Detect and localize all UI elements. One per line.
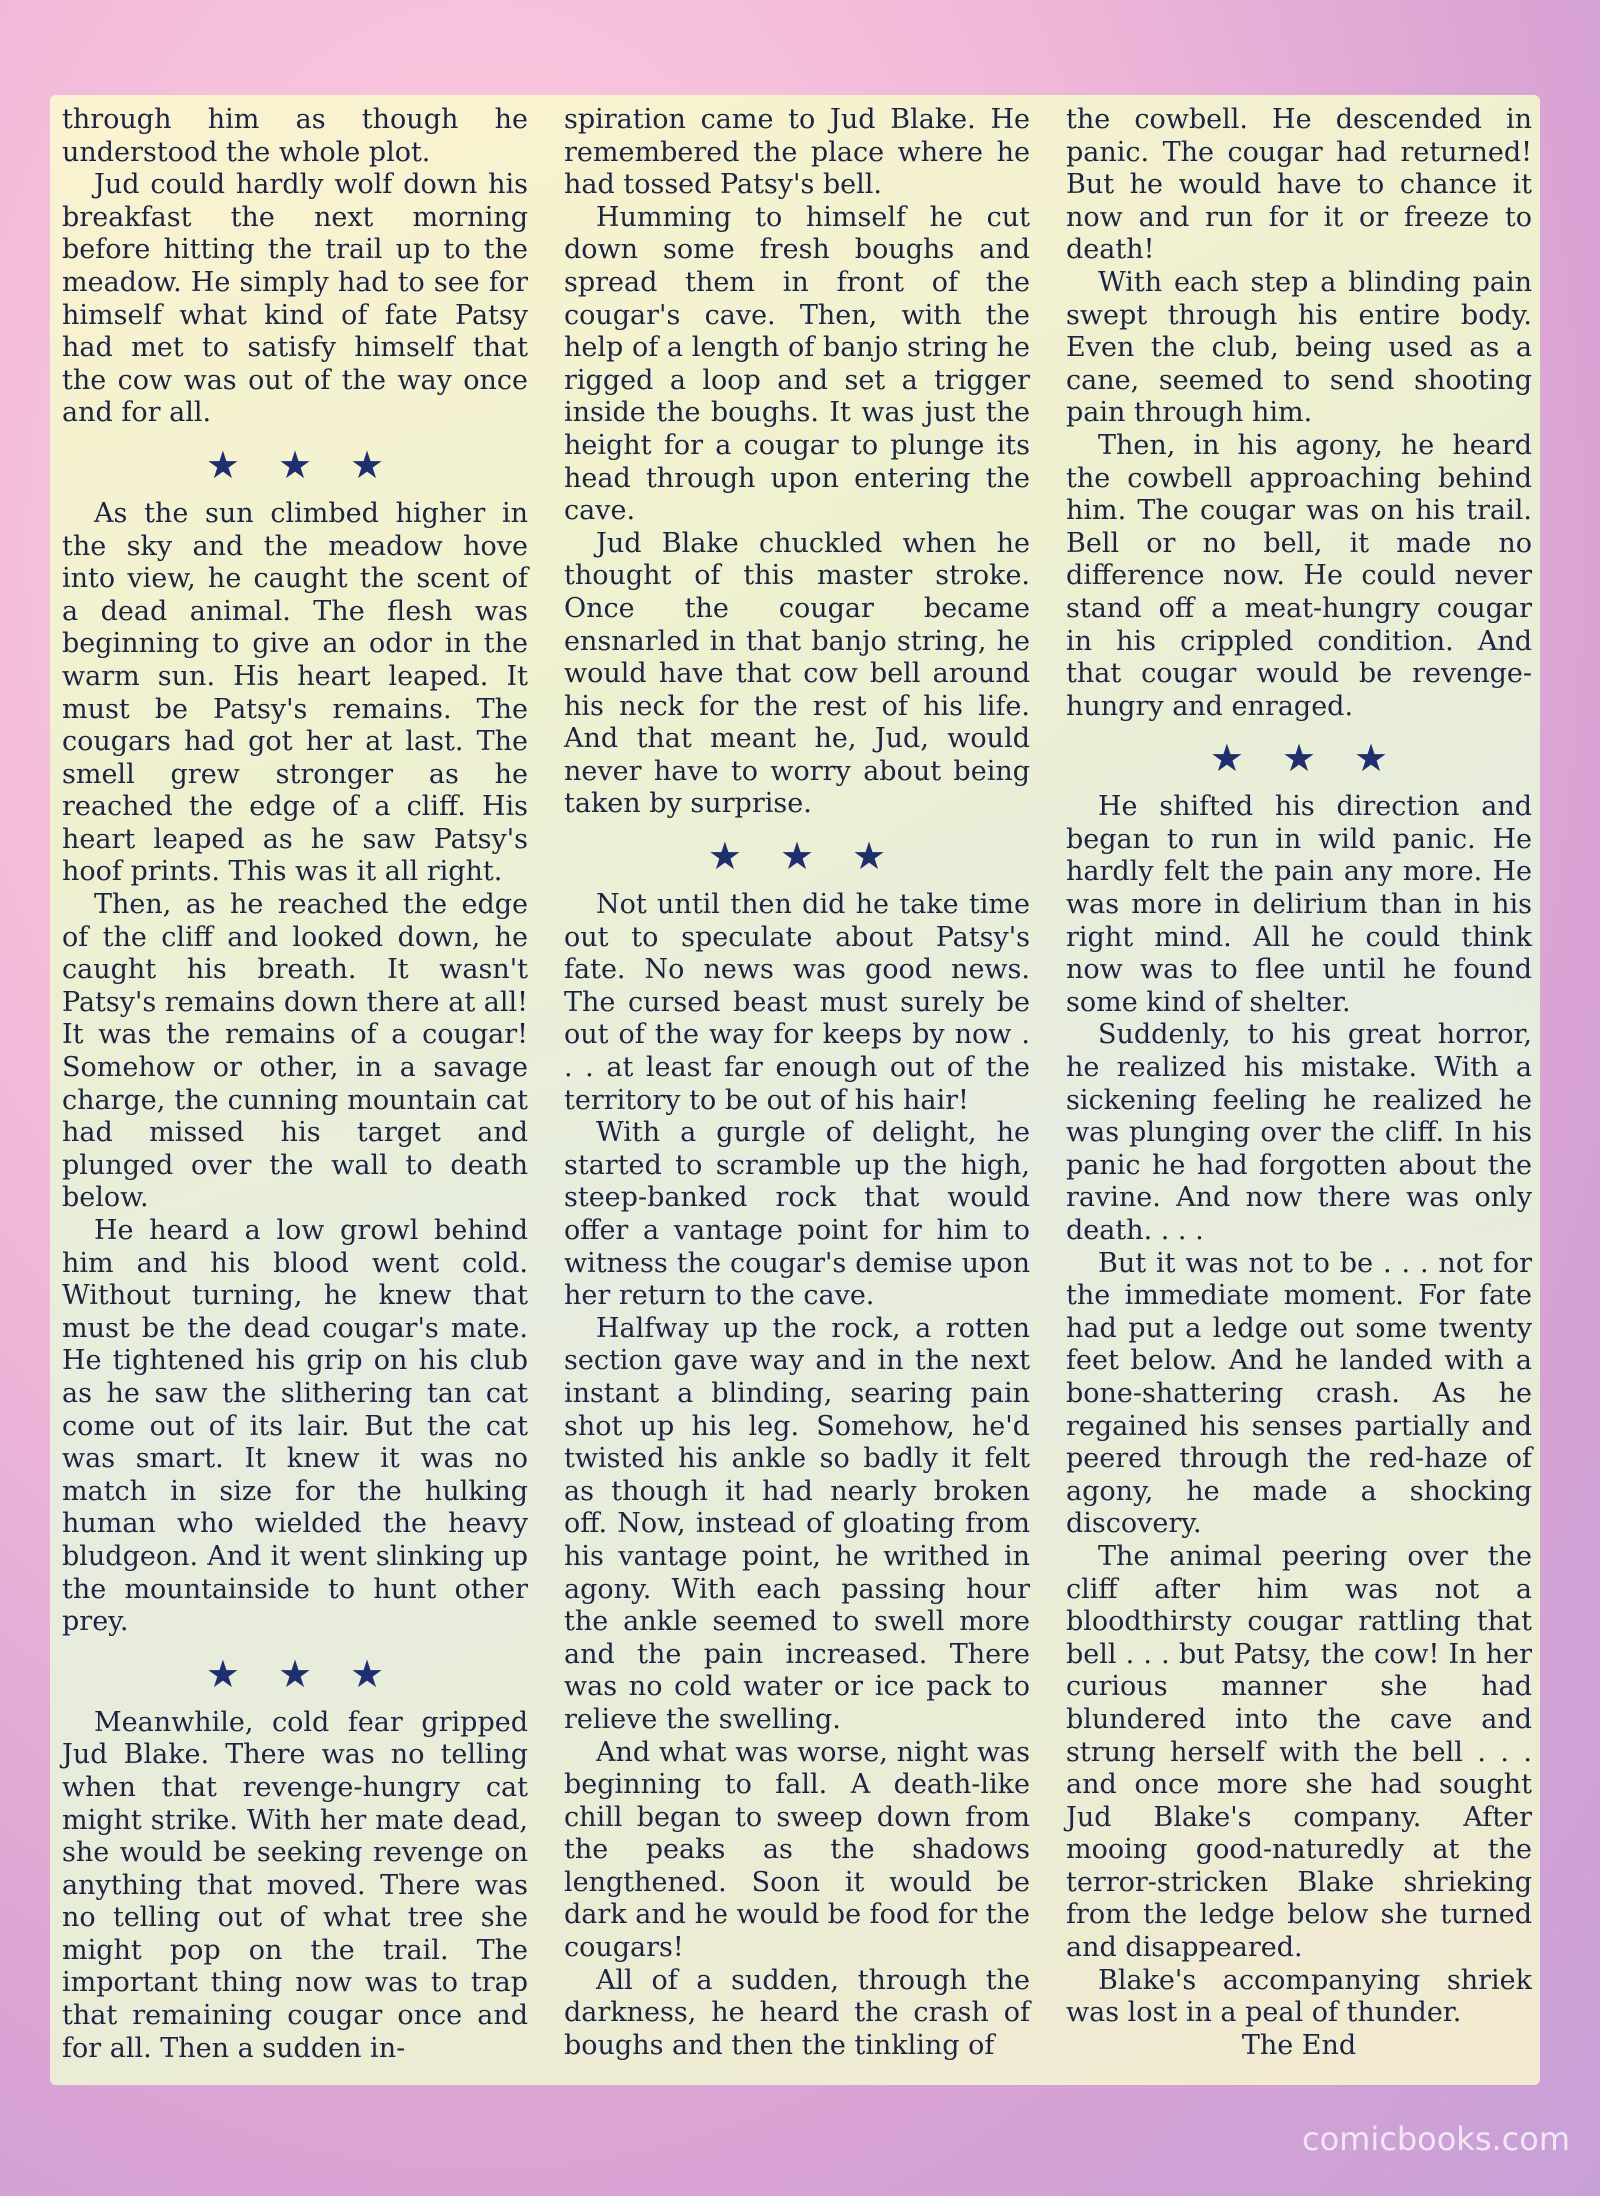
paragraph: He heard a low growl behind him and his blood went cold. Without turning, he knew that must be the dead cougar's mate. He tightened his grip on his club as he saw the slithering tan cat come out of its lair. But the cat was smart. It knew it was no match in size for the hulking human who wielded the heavy bludgeon. And it went slinking up the mountainside to hunt other prey. — [62, 1215, 528, 1638]
paragraph: Jud could hardly wolf down his breakfast the next morning before hitting the trail up to the meadow. He simply had to see for himself what kind of fate Patsy had met to satisfy himself that the cow was out of the way once and for all. — [62, 169, 528, 429]
section-break-stars: ★★★ — [1209, 736, 1427, 781]
paragraph: He shifted his direction and began to run in wild panic. He hardly felt the pain any more. He was more in delirium than in his right mind. All he could think now was to flee until he found some kind of shelter. — [1066, 791, 1532, 1018]
paragraph: As the sun climbed higher in the sky and the meadow hove into view, he caught the scent of a dead animal. The flesh was beginning to give an odor in the warm sun. His heart leaped. It must be Patsy's remains. The cougars had got her at last. The smell grew stronger as he reached the edge of a cliff. His heart leaped as he saw Patsy's hoof prints. This was it all right. — [62, 497, 528, 888]
paragraph: Humming to himself he cut down some fresh boughs and spread them in front of the cougar's cave. Then, with the help of a length of banjo string he rigged a loop and set a trigger inside the boughs. It was just the height for a cougar to plunge its head through upon entering the cave. — [564, 201, 1030, 527]
the-end-label: The End — [1241, 2029, 1357, 2061]
paragraph: Then, as he reached the edge of the cliff and looked down, he caught his breath. It wasn't Patsy's remains down there at all! It was the remains of a cougar! Somehow or other, in a savage charge, the cunning mountain cat had missed his target and plunged over the wall to death below. — [62, 889, 528, 1214]
site-watermark: comicbooks.com — [1301, 2120, 1570, 2158]
paragraph: The animal peering over the cliff after him was not a bloodthirsty cougar rattling that bell . . . but Patsy, the cow! In her curious manner she had blundered into the cave and strung herself with the bell . . . and once more she had sought Jud Blake's company. After mooing good-naturedly at the terror-stricken Blake shrieking from the ledge below she turned and disappeared. — [1066, 1540, 1532, 1964]
paragraph: Not until then did he take time out to speculate about Patsy's fate. No news was good news. The cursed beast must surely be out of the way for keeps by now . . . at least far enough out of the territory to be out of his hair! — [564, 889, 1030, 1116]
paragraph: Halfway up the rock, a rotten section gave way and in the next instant a blinding, searing pain shot up his leg. Somehow, he'd twisted his ankle so badly it felt as though it had nearly broken off. Now, instead of gloating from his vantage point, he writhed in agony. With each passing hour the ankle seemed to swell more and the pain increased. There was no cold water or ice pack to relieve the swelling. — [564, 1312, 1030, 1735]
paragraph: through him as though he understood the whole plot. — [62, 104, 528, 168]
paragraph: And what was worse, night was beginning to fall. A death-like chill began to sweep down from the peaks as the shadows lengthened. Soon it would be dark and he would be food for the cougars! — [564, 1736, 1030, 1964]
paragraph: Blake's accompanying shriek was lost in a peal of thunder. — [1066, 1964, 1532, 2029]
paragraph: the cowbell. He descended in panic. The cougar had returned! But he would have to chance it now and run for it or freeze to death! — [1066, 104, 1532, 266]
section-break-stars: ★★★ — [205, 1651, 423, 1696]
paragraph: Then, in his agony, he heard the cowbell approaching behind him. The cougar was on his trail. Bell or no bell, it made no difference now. He could never stand off a meat-hungry cougar in his crippled condition. And that cougar would be revenge-hungry and enraged. — [1066, 429, 1532, 722]
section-break-stars: ★★★ — [707, 834, 925, 879]
paragraph: All of a sudden, through the darkness, he heard the crash of boughs and then the tinkling of — [564, 1964, 1030, 2061]
paragraph: Suddenly, to his great horror, he realized his mistake. With a sickening feeling he realized he was plunging over the cliff. In his panic he had forgotten about the ravine. And now there was only death. . . . — [1066, 1019, 1532, 1246]
paragraph: With each step a blinding pain swept through his entire body. Even the club, being used as a cane, seemed to send shooting pain through him. — [1066, 266, 1532, 429]
paragraph: But it was not to be . . . not for the immediate moment. For fate had put a ledge out some twenty feet below. And he landed with a bone-shattering crash. As he regained his senses partially and peered through the red-haze of agony, he made a shocking discovery. — [1066, 1247, 1532, 1540]
story-columns — [62, 104, 1532, 2094]
column-2 — [564, 104, 1030, 2094]
paragraph: Meanwhile, cold fear gripped Jud Blake. There was no telling when that revenge-hungry cat might strike. With her mate dead, she would be seeking revenge on anything that moved. There was no telling out of what tree she might pop on the trail. The important thing now was to trap that remaining cougar once and for all. Then a sudden in- — [62, 1706, 528, 2064]
paragraph: With a gurgle of delight, he started to scramble up the high, steep-banked rock that would offer a vantage point for him to witness the cougar's demise upon her return to the cave. — [564, 1117, 1030, 1312]
column-3 — [1066, 104, 1532, 2094]
section-break-stars: ★★★ — [205, 442, 423, 487]
paragraph: Jud Blake chuckled when he thought of this master stroke. Once the cougar became ensnarled in that banjo string, he would have that cow bell around his neck for the rest of his life. And that meant he, Jud, would never have to worry about being taken by surprise. — [564, 527, 1030, 820]
paragraph: spiration came to Jud Blake. He remembered the place where he had tossed Patsy's bell. — [564, 104, 1030, 201]
column-1 — [62, 104, 528, 2094]
